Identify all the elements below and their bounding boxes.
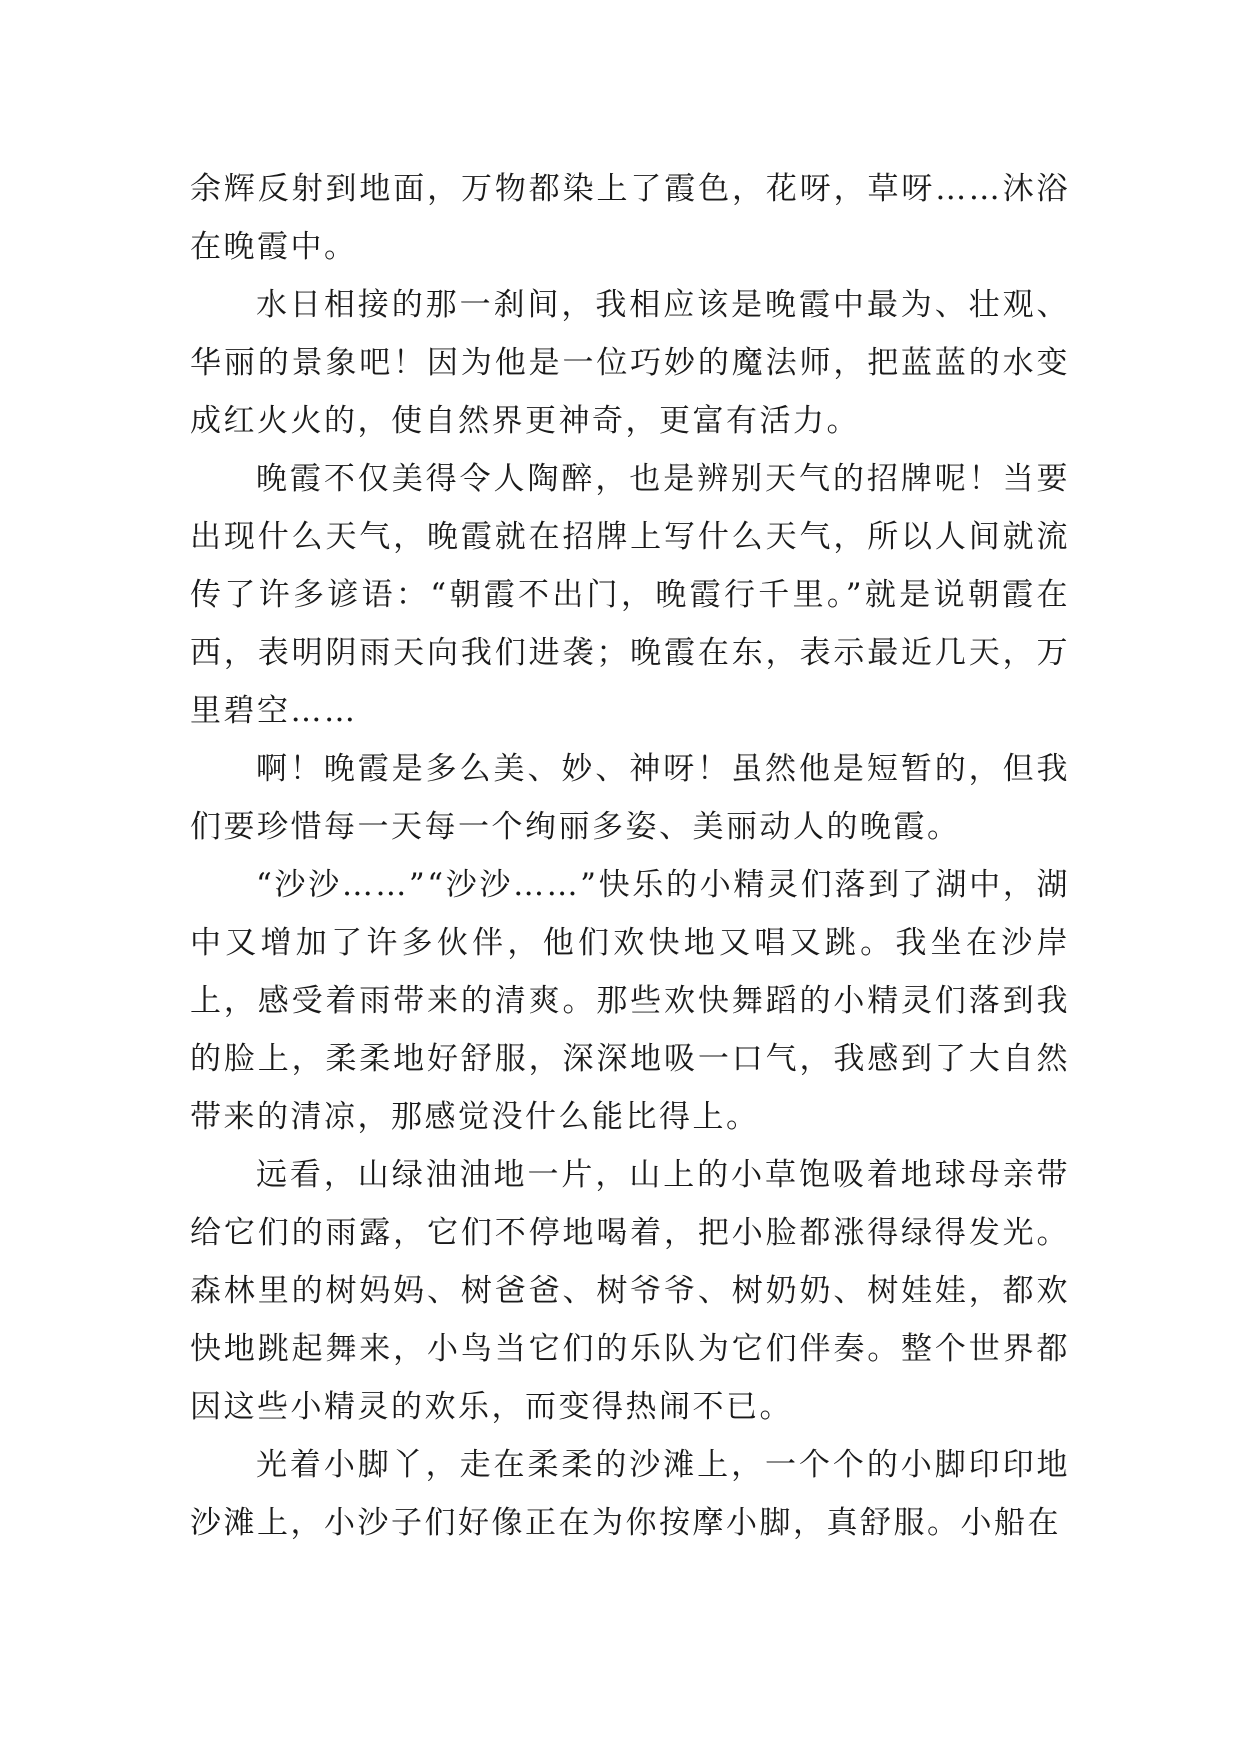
paragraph-1: 余辉反射到地面，万物都染上了霞色，花呀，草呀……沐浴在晚霞中。 — [190, 171, 1070, 265]
paragraph-2: 水日相接的那一刹间，我相应该是晚霞中最为、壮观、华丽的景象吧！因为他是一位巧妙的魔法师，把蓝蓝的水变成红火火的，使自然界更神奇，更富有活力。 — [190, 287, 1070, 439]
paragraph-7: 光着小脚丫，走在柔柔的沙滩上，一个个的小脚印印地沙滩上，小沙子们好像正在为你按摩小脚，真舒服。小船在 — [190, 1447, 1070, 1541]
paragraph-3: 晚霞不仅美得令人陶醉，也是辨别天气的招牌呢！当要出现什么天气，晚霞就在招牌上写什么天气，所以人间就流传了许多谚语：“朝霞不出门，晚霞行千里。”就是说朝霞在西，表明阴雨天向我们进袭；晚霞在东，表示最近几天，万里碧空…… — [190, 461, 1070, 729]
paragraph-4: 啊！晚霞是多么美、妙、神呀！虽然他是短暂的，但我们要珍惜每一天每一个绚丽多姿、美丽动人的晚霞。 — [190, 751, 1070, 845]
document-body — [190, 160, 1070, 1552]
paragraph-5: “沙沙……”“沙沙……”快乐的小精灵们落到了湖中，湖中又增加了许多伙伴，他们欢快地又唱又跳。我坐在沙岸上，感受着雨带来的清爽。那些欢快舞蹈的小精灵们落到我的脸上，柔柔地好舒服，深深地吸一口气，我感到了大自然带来的清凉，那感觉没什么能比得上。 — [190, 867, 1070, 1135]
paragraph-6: 远看，山绿油油地一片，山上的小草饱吸着地球母亲带给它们的雨露，它们不停地喝着，把小脸都涨得绿得发光。森林里的树妈妈、树爸爸、树爷爷、树奶奶、树娃娃，都欢快地跳起舞来，小鸟当它们的乐队为它们伴奏。整个世界都因这些小精灵的欢乐，而变得热闹不已。 — [190, 1157, 1070, 1425]
